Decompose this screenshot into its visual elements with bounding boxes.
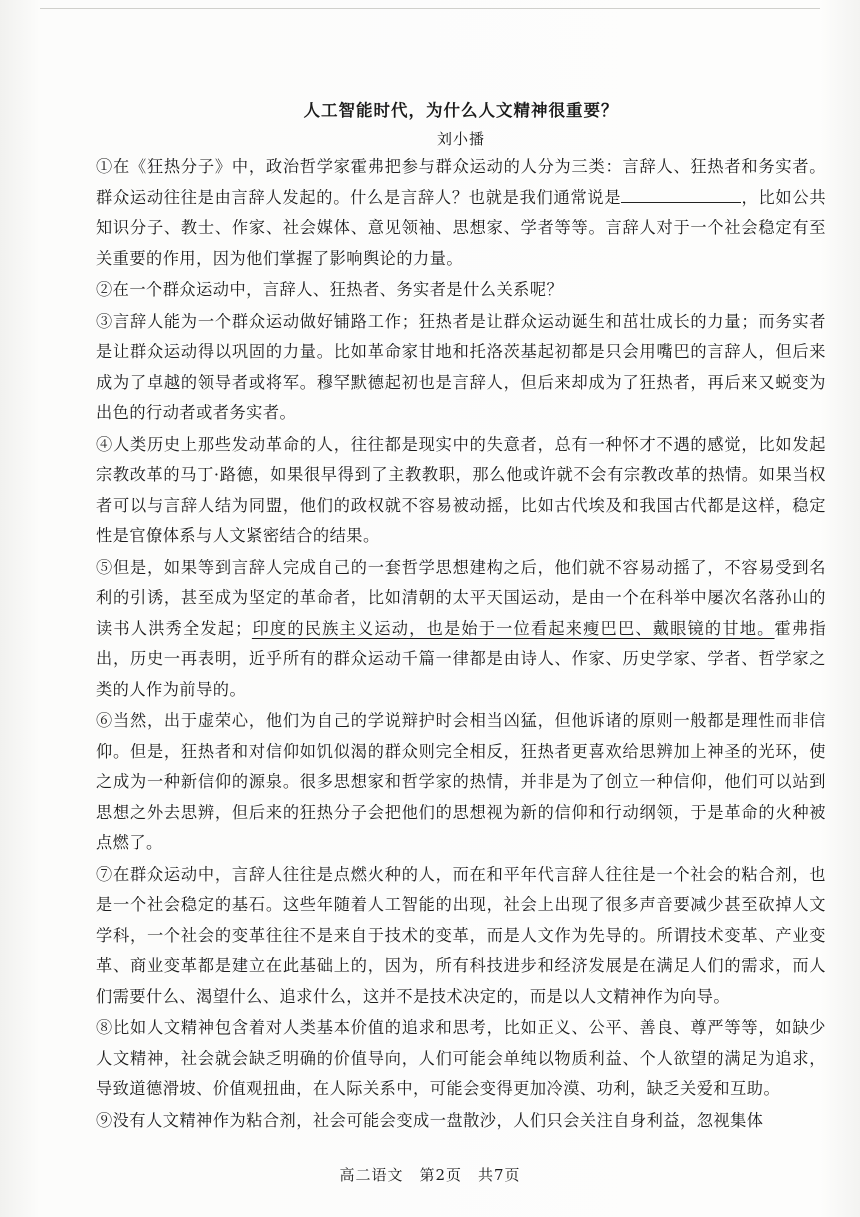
paragraph-8: ⑧比如人文精神包含着对人类基本价值的追求和思考，比如正义、公平、善良、尊严等等，如缺少人文精神，社会就会缺乏明确的价值导向，人们可能会单纯以物质利益、个人欲望的满足为追求，导致道德滑坡、价值观扭曲，在人际关系中，可能会变得更加冷漠、功利，缺乏关爱和互助。	[96, 1018, 826, 1098]
paragraph-4: ④人类历史上那些发动革命的人，往往都是现实中的失意者，总有一种怀才不遇的感觉，比如发起宗教改革的马丁·路德，如果很早得到了主教教职，那么他或许就不会有宗教改革的热情。如果当权者可以与言辞人结为同盟，他们的政权就不容易被动摇，比如古代埃及和我国古代都是这样，稳定性是官僚体系与人文紧密结合的结果。	[96, 434, 826, 545]
paragraph-3: ③言辞人能为一个群众运动做好铺路工作；狂热者是让群众运动诞生和茁壮成长的力量；而务实者是让群众运动得以巩固的力量。比如革命家甘地和托洛茨基起初都是只会用嘴巴的言辞人，但后来成为了卓越的领导者或将军。穆罕默德起初也是言辞人，但后来却成为了狂热者，再后来又蜕变为出色的行动者或者务实者。	[96, 311, 826, 422]
paragraph-5	[96, 553, 826, 706]
paragraph-1	[96, 152, 826, 274]
paragraph-1-part-b: ，比如公共知识分子、教士、作家、社会媒体、意见领袖、思想家、学者等等。言辞人对于一个社会稳定有至关重要的作用，因为他们掌握了影响舆论的力量。	[96, 187, 827, 268]
paragraph-9: ⑨没有人文精神作为粘合剂，社会可能会变成一盘散沙，人们只会关注自身利益，忽视集体	[96, 1110, 764, 1130]
article	[96, 96, 826, 1137]
fill-in-blank[interactable]	[621, 186, 741, 203]
paragraph-5-part-a: ⑤但是，如果等到言辞人完成自己的一套哲学思想建构之后，他们就不容易动摇了，不容易受到名利的引诱，甚至成为坚定的革命者，比如清朝的太平天国运动，是由一个在科举中屡次名落孙山的读书人洪秀全发起；	[96, 557, 826, 638]
paragraph-5-part-b: 霍弗指出，历史一再表明，近乎所有的群众运动千篇一律都是由诗人、作家、历史学家、学者、哲学家之类的人作为前导的。	[96, 618, 827, 699]
top-rule	[40, 8, 820, 9]
paragraph-2: ②在一个群众运动中，言辞人、狂热者、务实者是什么关系呢？	[96, 280, 564, 299]
paragraph-1-part-a: ①在《狂热分子》中，政治哲学家霍弗把参与群众运动的人分为三类：言辞人、狂热者和务实者。群众运动往往是由言辞人发起的。什么是言辞人？也就是我们通常说是	[96, 157, 826, 207]
page-footer: 高二语文 第2页 共7页	[339, 1166, 521, 1184]
paragraph-7: ⑦在群众运动中，言辞人往往是点燃火种的人，而在和平年代言辞人往往是一个社会的粘合剂，也是一个社会稳定的基石。这些年随着人工智能的出现，社会上出现了很多声音要减少甚至砍掉人文学科，一个社会的变革往往不是来自于技术的变革，而是人文作为先导的。所谓技术变革、产业变革、商业变革都是建立在此基础上的，因为，所有科技进步和经济发展是在满足人们的需求，而人们需要什么、渴望什么、追求什么，这并不是技术决定的，而是以人文精神作为向导。	[96, 864, 826, 1006]
paragraph-6: ⑥当然，出于虚荣心，他们为自己的学说辩护时会相当凶猛，但他诉诸的原则一般都是理性而非信仰。但是，狂热者和对信仰如饥似渴的群众则完全相反，狂热者更喜欢给思辨加上神圣的光环，使之成为一种新信仰的源泉。很多思想家和哲学家的热情，并非是为了创立一种信仰，他们可以站到思想之外去思辨，但后来的狂热分子会把他们的思想视为新的信仰和行动纲领，于是革命的火种被点燃了。	[96, 711, 826, 852]
article-title: 人工智能时代，为什么人文精神很重要？	[303, 101, 619, 120]
underlined-sentence: 印度的民族主义运动，也是始于一位看起来瘦巴巴、戴眼镜的甘地。	[251, 618, 775, 638]
article-author: 刘小播	[436, 130, 485, 148]
